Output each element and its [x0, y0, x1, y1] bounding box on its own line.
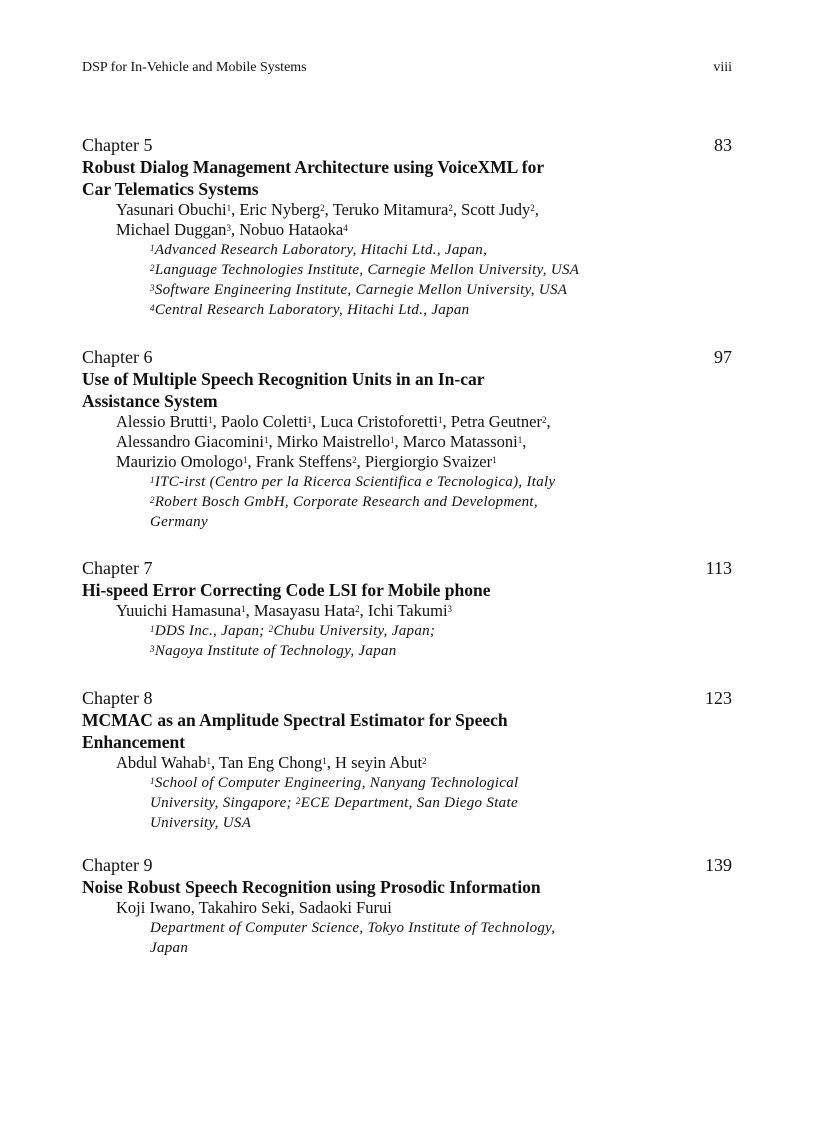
text-line	[150, 793, 690, 813]
text-segment: , H seyin Abut	[326, 753, 423, 772]
superscript-marker: 3	[226, 223, 231, 233]
text-segment: , Tan Eng Chong	[210, 753, 323, 772]
chapter-authors	[116, 898, 676, 918]
text-segment: Central Research Laboratory, Hitachi Ltd., Japan	[154, 302, 470, 318]
chapter-page-number: 97	[714, 347, 732, 367]
superscript-marker: 1	[264, 435, 269, 445]
text-line	[116, 753, 676, 773]
text-segment: Nagoya Institute of Technology, Japan	[154, 643, 397, 659]
superscript-marker: 2	[150, 263, 155, 273]
text-segment: Maurizio Omologo	[116, 452, 243, 471]
text-segment: , Piergiorgio Svaizer	[356, 452, 493, 471]
text-line	[150, 512, 690, 532]
superscript-marker: 1	[307, 415, 313, 425]
text-line	[150, 938, 690, 958]
chapter-label: Chapter 7	[82, 558, 153, 578]
text-segment: Alessio Brutti	[116, 412, 209, 431]
superscript-marker: 1	[150, 475, 155, 485]
chapter-affiliations	[150, 472, 690, 532]
text-line	[150, 492, 690, 512]
superscript-marker: 2	[268, 624, 274, 634]
superscript-marker: 3	[447, 604, 453, 614]
text-line	[150, 773, 690, 793]
text-line	[116, 220, 676, 240]
superscript-marker: 1	[226, 203, 232, 213]
chapter-label: Chapter 9	[82, 855, 153, 875]
superscript-marker: 1	[206, 756, 211, 766]
text-line	[116, 412, 676, 432]
text-line	[150, 621, 690, 641]
text-line	[116, 601, 676, 621]
text-line	[150, 300, 690, 320]
superscript-marker: 3	[150, 283, 155, 293]
text-segment: , Mirko Maistrello	[268, 432, 390, 451]
superscript-marker: 2	[352, 455, 357, 465]
text-segment: Yuuichi Hamasuna	[116, 601, 242, 620]
text-segment: Abdul Wahab	[116, 753, 207, 772]
chapter-heading-row	[82, 346, 732, 368]
superscript-marker: 1	[150, 243, 155, 253]
text-line	[116, 452, 676, 472]
superscript-marker: 1	[150, 624, 155, 634]
toc-entry-chapter-9[interactable]	[82, 854, 732, 958]
text-segment: Chubu University, Japan;	[273, 623, 436, 639]
superscript-marker: 4	[343, 223, 348, 233]
text-segment: University, USA	[150, 815, 252, 831]
text-line	[150, 260, 690, 280]
toc-entry-chapter-6[interactable]	[82, 346, 732, 532]
superscript-marker: 1	[322, 756, 327, 766]
superscript-marker: 2	[355, 604, 360, 614]
superscript-marker: 2	[422, 756, 427, 766]
chapter-title: MCMAC as an Amplitude Spectral Estimator for Speech Enhancement	[82, 710, 508, 752]
superscript-marker: 1	[517, 435, 523, 445]
text-segment: Language Technologies Institute, Carnegie Mellon University, USA	[154, 262, 580, 278]
text-line	[150, 240, 690, 260]
chapter-authors	[116, 601, 676, 621]
chapter-heading-row	[82, 687, 732, 709]
superscript-marker: 1	[389, 435, 395, 445]
superscript-marker: 1	[242, 455, 248, 465]
text-line	[150, 813, 690, 833]
page-number: viii	[713, 60, 732, 75]
text-line	[116, 200, 676, 220]
text-segment: Germany	[150, 514, 208, 530]
superscript-marker: 2	[320, 203, 325, 213]
text-segment: , Paolo Coletti	[212, 412, 308, 431]
chapter-authors	[116, 412, 676, 472]
text-segment: Alessandro Giacomini	[116, 432, 265, 451]
text-segment: , Ichi Takumi	[359, 601, 448, 620]
text-segment: ,	[546, 412, 551, 431]
text-segment: , Scott Judy	[452, 200, 531, 219]
text-segment: , Masayasu Hata	[245, 601, 356, 620]
text-segment: , Frank Steffens	[247, 452, 353, 471]
text-line	[150, 918, 690, 938]
chapter-title: Use of Multiple Speech Recognition Units in an In-car Assistance System	[82, 369, 485, 411]
text-segment: , Nobuo Hataoka	[230, 220, 344, 239]
text-segment: Koji Iwano, Takahiro Seki, Sadaoki Furui	[116, 898, 392, 917]
chapter-affiliations	[150, 773, 690, 833]
text-segment: Yasunari Obuchi	[116, 200, 227, 219]
chapter-label: Chapter 6	[82, 347, 153, 367]
text-line	[150, 280, 690, 300]
text-segment: ,	[534, 200, 539, 219]
running-header	[82, 60, 732, 80]
text-segment: , Eric Nyberg	[231, 200, 321, 219]
chapter-title: Hi-speed Error Correcting Code LSI for Mobile phone	[82, 580, 491, 600]
text-line	[116, 898, 676, 918]
superscript-marker: 1	[438, 415, 443, 425]
chapter-page-number: 139	[705, 855, 732, 875]
chapter-page-number: 123	[705, 688, 732, 708]
chapter-affiliations	[150, 240, 690, 320]
superscript-marker: 2	[448, 203, 453, 213]
superscript-marker: 2	[150, 495, 155, 505]
chapter-authors	[116, 200, 676, 240]
superscript-marker: 3	[150, 644, 155, 654]
text-segment: ECE Department, San Diego State	[300, 795, 518, 811]
chapter-authors	[116, 753, 676, 773]
superscript-marker: 2	[295, 796, 301, 806]
text-segment: DDS Inc., Japan;	[154, 623, 269, 639]
toc-entry-chapter-8[interactable]	[82, 687, 732, 833]
text-segment: ITC-irst (Centro per la Ricerca Scientifica e Tecnologica), Italy	[154, 474, 556, 490]
text-segment: Robert Bosch GmbH, Corporate Research and Development,	[154, 494, 538, 510]
text-segment: , Marco Matassoni	[394, 432, 518, 451]
chapter-heading-row	[82, 854, 732, 876]
chapter-heading-row	[82, 557, 732, 579]
running-title: DSP for In-Vehicle and Mobile Systems	[82, 60, 307, 75]
toc-entry-chapter-5[interactable]	[82, 134, 732, 320]
superscript-marker: 4	[150, 303, 155, 313]
chapter-title: Robust Dialog Management Architecture using VoiceXML for Car Telematics Systems	[82, 157, 545, 199]
text-segment: Japan	[150, 940, 189, 956]
superscript-marker: 2	[541, 415, 547, 425]
text-segment: School of Computer Engineering, Nanyang Technological	[154, 775, 519, 791]
chapter-title: Noise Robust Speech Recognition using Prosodic Information	[82, 877, 541, 897]
text-line	[116, 432, 676, 452]
superscript-marker: 1	[150, 776, 155, 786]
text-segment: University, Singapore;	[150, 795, 296, 811]
text-segment: Michael Duggan	[116, 220, 227, 239]
text-segment: Software Engineering Institute, Carnegie Mellon University, USA	[154, 282, 568, 298]
superscript-marker: 1	[208, 415, 213, 425]
chapter-page-number: 113	[705, 558, 732, 578]
text-segment: Advanced Research Laboratory, Hitachi Ltd., Japan,	[154, 242, 488, 258]
toc-entry-chapter-7[interactable]	[82, 557, 732, 661]
text-segment: , Petra Geutner	[442, 412, 542, 431]
chapter-affiliations	[150, 918, 690, 958]
text-segment: Department of Computer Science, Tokyo Institute of Technology,	[150, 920, 556, 936]
text-line	[150, 641, 690, 661]
chapter-heading-row	[82, 134, 732, 156]
chapter-affiliations	[150, 621, 690, 661]
text-segment: , Teruko Mitamura	[324, 200, 449, 219]
text-line	[150, 472, 690, 492]
chapter-page-number: 83	[714, 135, 732, 155]
text-segment: , Luca Cristoforetti	[312, 412, 439, 431]
superscript-marker: 1	[492, 455, 497, 465]
text-segment: ,	[522, 432, 527, 451]
superscript-marker: 1	[241, 604, 246, 614]
chapter-label: Chapter 5	[82, 135, 153, 155]
chapter-label: Chapter 8	[82, 688, 153, 708]
superscript-marker: 2	[530, 203, 535, 213]
